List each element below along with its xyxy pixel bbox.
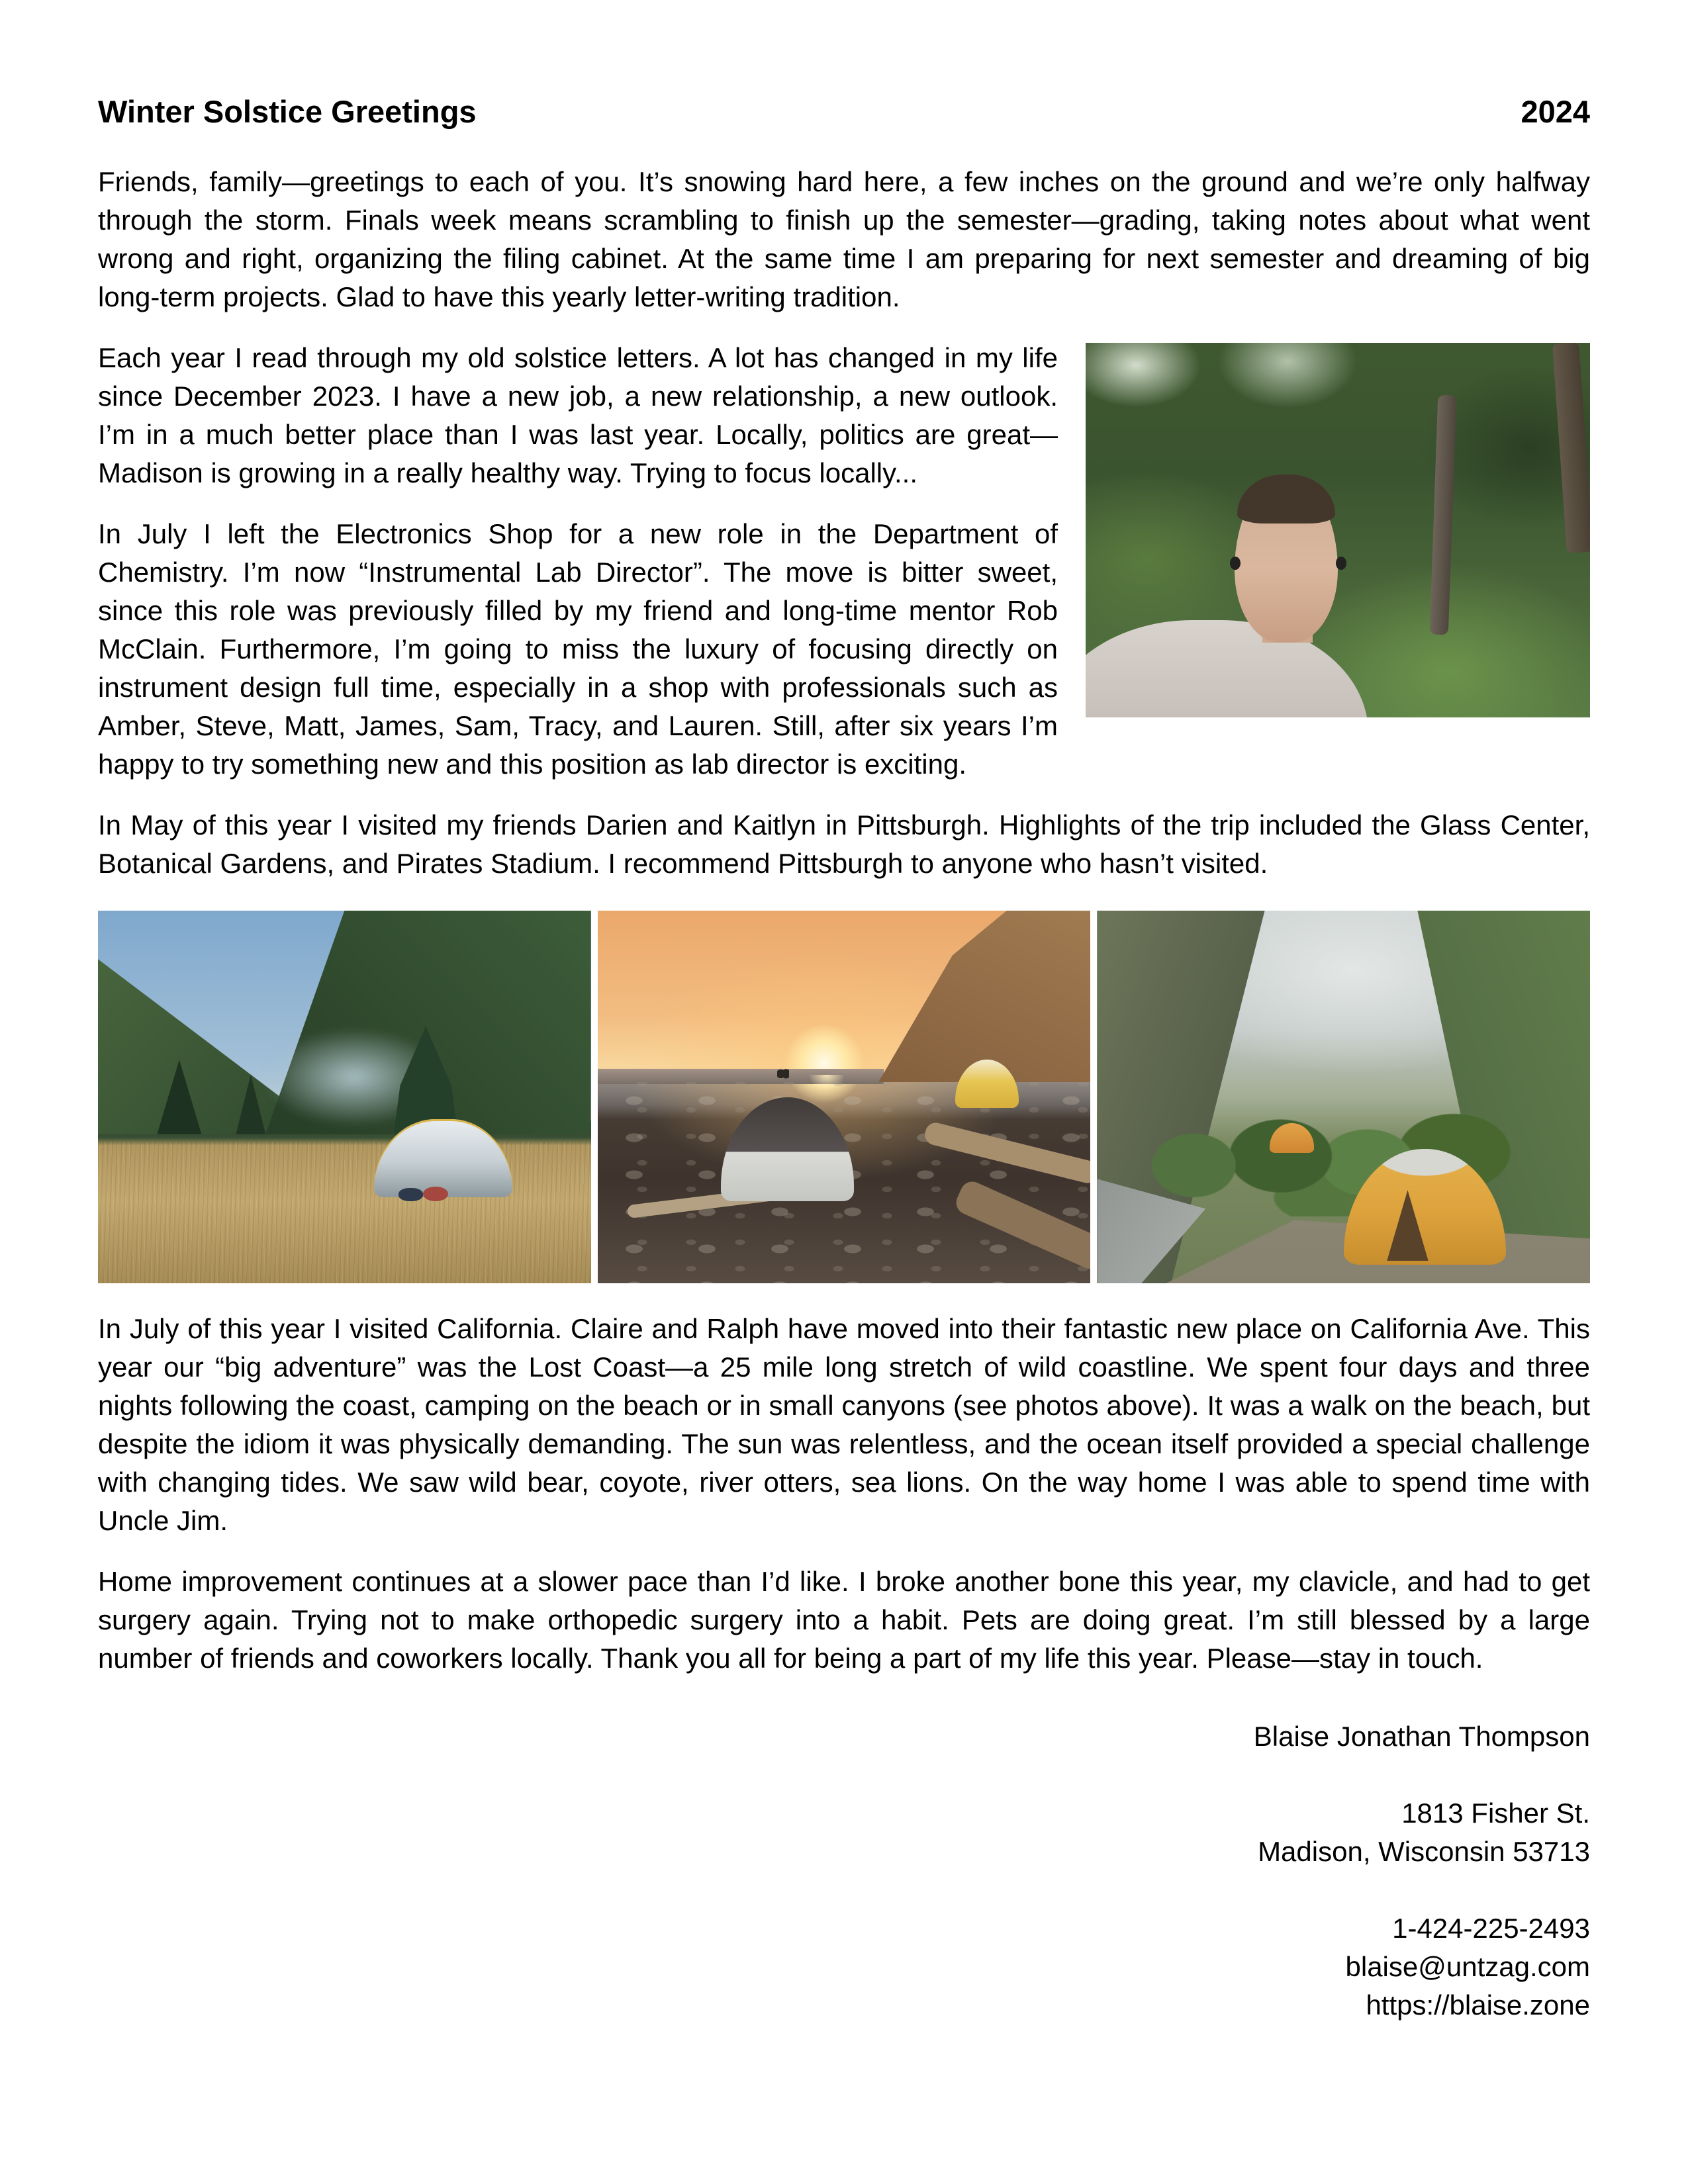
signature-block	[98, 1717, 1590, 2025]
tree-trunk	[1429, 395, 1456, 635]
paragraph-california: In July of this year I visited California. Claire and Ralph have moved into their fantastic new place on California Ave. This year our “big adventure” was the Lost Coast—a 25 mile long stretch of wild coastline. We spent four days and three nights following the coast, camping on the beach or in small canyons (see photos above). It was a walk on the beach, but despite the idiom it was physically demanding. The sun was relentless, and the ocean itself provided a special challenge with changing tides. We saw wild bear, coyote, river otters, sea lions. On the way home I was able to spend time with Uncle Jim.	[98, 1313, 1590, 1536]
earbud-icon	[1230, 557, 1241, 570]
signature-website: https://blaise.zone	[1366, 1989, 1590, 2021]
distant-people	[777, 1069, 789, 1079]
letter-header	[98, 93, 1590, 131]
signature-email: blaise@untzag.com	[1345, 1951, 1590, 1982]
tree-trunk	[1552, 343, 1590, 553]
signature-spacer	[98, 1756, 1590, 1794]
camping-gear	[399, 1188, 423, 1201]
foggy-canyon-photo	[1097, 911, 1590, 1283]
paragraph-solstice-letters: Each year I read through my old solstice letters. A lot has changed in my life since December 2023. I have a new job, a new relationship, a new outlook. I’m in a much better place than I was last year. Locally, politics are great—Madison is growing in a really healthy way. Trying to focus locally...	[98, 342, 1058, 488]
person-shirt	[1086, 620, 1368, 717]
paragraph-new-job: In July I left the Electronics Shop for a new role in the Department of Chemistry. I’m now “Instrumental Lab Director”. The move is bitter sweet, since this role was previously filled by my friend and long-time mentor Rob McClain. Furthermore, I’m going to miss the luxury of focusing directly on instrument design full time, especially in a shop with professionals such as Amber, Steve, Matt, James, Sam, Tracy, and Lauren. Still, after six years I’m happy to try something new and this position as lab director is exciting.	[98, 518, 1058, 780]
earbud-icon	[1336, 557, 1346, 570]
selfie-forest-photo	[1086, 343, 1590, 717]
paragraph-greeting: Friends, family—greetings to each of you. It’s snowing hard here, a few inches on the ground and we’re only halfway through the storm. Finals week means scrambling to finish up the semester—grading, taking notes about what went wrong and right, organizing the filing cabinet. At the same time I am preparing for next semester and dreaming of big long-term projects. Glad to have this yearly letter-writing tradition.	[98, 166, 1590, 312]
signature-spacer	[98, 1871, 1590, 1909]
signature-name: Blaise Jonathan Thompson	[1253, 1721, 1590, 1752]
page-title: Winter Solstice Greetings	[98, 94, 477, 129]
paragraph-pittsburgh: In May of this year I visited my friends Darien and Kaitlyn in Pittsburgh. Highlights of the trip included the Glass Center, Botanical Gardens, and Pirates Stadium. I recommend Pittsburgh to anyone who hasn’t visited.	[98, 809, 1590, 879]
meadow-grass	[98, 1142, 591, 1283]
letter-year: 2024	[1521, 94, 1590, 129]
signature-phone: 1-424-225-2493	[1392, 1913, 1590, 1944]
signature-address-line2: Madison, Wisconsin 53713	[1258, 1836, 1590, 1867]
signature-address-line1: 1813 Fisher St.	[1401, 1797, 1590, 1829]
camping-gear	[423, 1187, 447, 1202]
person-hair	[1237, 475, 1336, 523]
camping-photo-row	[98, 911, 1590, 1283]
meadow-tent-photo	[98, 911, 591, 1283]
paragraph-home-improvement: Home improvement continues at a slower pace than I’d like. I broke another bone this year, my clavicle, and had to get surgery again. Trying not to make orthopedic surgery into a habit. Pets are doing great. I’m still blessed by a large number of friends and coworkers locally. Thank you all for being a part of my life this year. Please—stay in touch.	[98, 1566, 1590, 1674]
beach-sunset-photo	[598, 911, 1091, 1283]
